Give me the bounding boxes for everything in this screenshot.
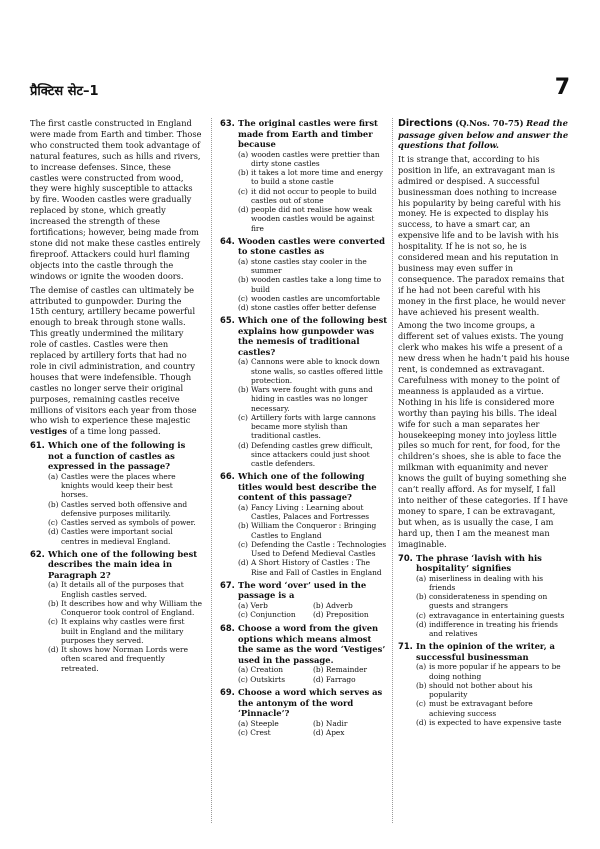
option-letter: (a): [238, 718, 249, 728]
option[interactable]: [238, 168, 388, 187]
option-letter: (a): [238, 357, 249, 367]
column-middle: [220, 118, 388, 819]
question-text: The phrase ‘lavish with his hospitality’ signifies: [416, 552, 542, 573]
option-letter: (d): [313, 610, 324, 620]
question-number: 68.: [220, 623, 235, 633]
option-letter: (c): [238, 728, 248, 738]
option[interactable]: [238, 558, 388, 577]
option-text: wooden castles were prettier than dirty stone castles: [251, 149, 380, 168]
question-text: Choose a word from the given options which means almost the same as the word ‘Vestiges’ used in the passage.: [238, 623, 386, 665]
question-63: [220, 118, 388, 233]
option[interactable]: [238, 610, 313, 620]
option-letter: (c): [238, 412, 248, 422]
question-65: [220, 315, 388, 468]
question-number: 63.: [220, 118, 235, 128]
column-left: [30, 118, 202, 819]
option[interactable]: [238, 601, 313, 611]
question-number: 66.: [220, 471, 235, 482]
option-letter: (b): [238, 168, 249, 177]
option-letter: (d): [48, 527, 59, 537]
question-text: The word ‘over’ used in the passage is a: [238, 579, 367, 601]
option[interactable]: [238, 187, 388, 206]
option[interactable]: [238, 540, 388, 559]
option[interactable]: [238, 357, 388, 385]
option-letter: (a): [238, 149, 249, 159]
option-text: A Short History of Castles : The Rise and Fall of Castles in England: [251, 558, 382, 577]
question-text: Which one of the following is not a function of castles as expressed in the passage?: [48, 440, 186, 472]
option[interactable]: [238, 719, 313, 729]
question-62: [30, 549, 202, 673]
question-number: 65.: [220, 315, 235, 326]
option-letter: (a): [238, 665, 249, 674]
question-number: 67.: [220, 579, 235, 590]
column-divider: [392, 118, 393, 823]
option-text: Crest: [250, 728, 271, 738]
option-letter: (a): [48, 580, 59, 590]
highlighted-word: vestiges: [30, 426, 68, 437]
passage-paragraph-1: It is strange that, according to his position in life, an extravagant man is admired or despised. A successful businessman does nothing to increase his popularity by being careful with his money. He is expected to display his success, to have a smart car, an expensive life and to be lavish with his hospitality. If he is not so, he is considered mean and his reputation in business may even suffer in consequence. The paradox remains that if he had not been careful with his money in the first place, he would never have achieved his present wealth.: [398, 153, 566, 317]
question-61: [30, 440, 202, 546]
passage-paragraph-2: Among the two income groups, a different set of values exists. The young clerk who makes his wife a present of a new dress when he hadn’t paid his house rent, is condemned as extravagant. Carefulness with money to the point of meanness is applauded as a virtue. Nothing in his life is considered more worthy than paying his bills. The ideal wife for such a man separates her housekeeping money into joyless little piles so much for rent, for food, for the children’s shoes, she is able to face the milkman with equanimity and never knows the guilt of buying something she can’t really afford. As for myself, I fall into neither of these categories. If I have money to spare, I can be extravagant, but when, as is usually the case, I am hard up, then I am the meanest man imaginable.: [398, 320, 570, 549]
option-letter: (b): [313, 665, 324, 674]
option-letter: (a): [416, 573, 427, 583]
option-letter: (d): [238, 440, 249, 450]
option[interactable]: [238, 503, 388, 522]
option-letter: (a): [238, 502, 249, 512]
option[interactable]: [416, 611, 570, 620]
option-letter: (b): [416, 592, 427, 601]
option-letter: (d): [238, 558, 249, 568]
question-text: Choose a word which serves as the antonym of the word ‘Pinnacle’?: [238, 687, 383, 719]
option-letter: (a): [416, 662, 427, 672]
option[interactable]: [48, 518, 202, 527]
option[interactable]: [48, 527, 202, 546]
option-text: Farrago: [325, 674, 356, 684]
option[interactable]: [238, 257, 388, 276]
option[interactable]: [416, 574, 570, 593]
question-68: [220, 623, 388, 684]
option-text: Castles were the places where knights would keep their best horses.: [61, 471, 176, 500]
option-letter: (d): [416, 717, 427, 727]
passage-paragraph-1: The first castle constructed in England were made from Earth and timber. Those who constructed them took advantage of natural features, such as hills and rivers, to increase defenses. Since, these castles were constructed from wood, they were highly susceptible to attacks by fire. Wooden castles were gradually replaced by stone, which greatly increased the strength of these fortifications; however, being made from stone did not make these castles entirely fireproof. Attackers could hurl flaming objects into the castle through the windows or ignite the wooden doors.: [30, 118, 202, 281]
option-letter: (c): [238, 539, 248, 549]
option-text: indifference in treating his friends and relatives: [429, 619, 558, 638]
option[interactable]: [238, 665, 313, 675]
option[interactable]: [238, 294, 388, 303]
option-letter: (c): [416, 610, 426, 620]
option-text: Fancy Living : Learning about Castles, Palaces and Fortresses: [251, 502, 370, 521]
passage-text: The demise of castles can ultimately be attributed to gunpowder. During the 15th century, artillery became powerful enough to break through stone walls. This greatly undermined the military role of castles. Castles were then replaced by artillery forts that had no role in civil administration, and country houses that were indefensible. Though castles no longer serve their original purposes, remaining castles receive millions of visitors each year from those who wish to experience these majestic: [30, 284, 197, 426]
option[interactable]: [313, 728, 388, 738]
option-letter: (d): [48, 645, 59, 655]
question-70: [398, 553, 570, 639]
option[interactable]: [416, 718, 570, 727]
option[interactable]: [416, 699, 570, 718]
option-text: wooden castles are uncomfortable: [251, 293, 380, 303]
practice-set-title: प्रैक्टिस सेट–1: [30, 84, 99, 99]
option-text: Cannons were able to knock down stone walls, so castles offered little protection.: [251, 357, 383, 385]
question-text: Which one of the following best describes the main idea in Paragraph 2?: [48, 548, 198, 580]
passage-paragraph-2: [30, 285, 202, 438]
option[interactable]: [238, 413, 388, 441]
option-letter: (b): [238, 521, 249, 531]
question-text: In the opinion of the writer, a successful businessman: [416, 641, 555, 662]
option-text: Castles served as symbols of power.: [61, 518, 196, 528]
passage-text: of a time long passed.: [67, 426, 161, 437]
option-text: Apex: [325, 728, 345, 738]
option[interactable]: [238, 385, 388, 413]
option-letter: (b): [48, 499, 59, 509]
option-text: people did not realise how weak wooden castles would be against fire: [251, 205, 375, 233]
option-text: is expected to have expensive taste: [429, 717, 562, 727]
option[interactable]: [238, 303, 388, 312]
option[interactable]: [238, 275, 388, 294]
question-69: [220, 687, 388, 738]
option-text: Creation: [250, 665, 284, 674]
option[interactable]: [48, 500, 202, 519]
option-text: Artillery forts with large cannons became more stylish than traditional castles.: [251, 412, 376, 441]
option-text: Castles served both offensive and defensive purposes militarily.: [61, 499, 188, 518]
option-text: Wars were fought with guns and hiding in castles was no longer necessary.: [251, 385, 373, 413]
question-66: [220, 471, 388, 577]
option[interactable]: [48, 472, 202, 500]
option-text: stone castles stay cooler in the summer: [251, 256, 367, 275]
option-letter: (c): [238, 610, 248, 620]
option-letter: (c): [416, 699, 426, 709]
directions-question-range: (Q.Nos. 70-75): [455, 118, 524, 128]
option-text: William the Conqueror : Bringing Castles to England: [251, 521, 377, 540]
option-letter: (b): [416, 680, 427, 690]
question-71: [398, 641, 570, 727]
question-text: The original castles were first made from Earth and timber because: [238, 118, 378, 149]
option-text: Adverb: [325, 600, 353, 610]
option-letter: (c): [48, 617, 58, 627]
option[interactable]: [238, 150, 388, 169]
option-letter: (c): [238, 674, 248, 684]
directions: [398, 118, 570, 151]
option-letter: (a): [48, 471, 59, 481]
option-letter: (a): [238, 600, 249, 610]
option-text: it did not occur to people to build castles out of stone: [251, 186, 377, 205]
option-letter: (a): [238, 256, 249, 266]
option-text: should not bother about his popularity: [429, 680, 533, 699]
option[interactable]: [416, 620, 570, 639]
option-text: Conjunction: [250, 610, 296, 620]
option-letter: (d): [313, 674, 324, 684]
column-divider: [211, 118, 212, 823]
question-number: 61.: [30, 440, 45, 451]
question-64: [220, 236, 388, 313]
question-text: Wooden castles were converted to stone castles as: [238, 235, 385, 257]
option-letter: (d): [313, 728, 324, 738]
option[interactable]: [416, 681, 570, 700]
option[interactable]: [48, 580, 202, 599]
column-right: [398, 118, 570, 819]
question-number: 64.: [220, 235, 235, 246]
option-letter: (c): [238, 293, 248, 303]
option-text: Defending castles grew difficult, since attackers could just shoot castle defenders.: [251, 440, 373, 468]
question-number: 70.: [398, 552, 413, 563]
option[interactable]: [238, 441, 388, 469]
option[interactable]: [238, 521, 388, 540]
question-67: [220, 580, 388, 620]
option[interactable]: [313, 610, 388, 620]
option[interactable]: [416, 592, 570, 611]
option-text: It describes how and why William the Conqueror took control of England.: [61, 598, 202, 618]
option[interactable]: [313, 601, 388, 611]
question-text: Which one of the following titles would best describe the content of this passage?: [238, 471, 377, 503]
option-text: Steeple: [250, 718, 279, 728]
option-letter: (b): [238, 385, 249, 394]
directions-heading: Directions: [398, 118, 453, 129]
question-number: 69.: [220, 687, 235, 698]
option-text: Nadir: [325, 718, 348, 728]
option-text: Outskirts: [250, 674, 285, 684]
option-letter: (d): [238, 303, 249, 312]
option-text: Preposition: [325, 610, 369, 620]
option-letter: (c): [48, 518, 58, 528]
option-letter: (c): [238, 186, 248, 196]
question-number: 62.: [30, 548, 45, 559]
option-text: Defending the Castle : Technologies Used to Defend Medieval Castles: [251, 539, 387, 558]
option-text: It details all of the purposes that English castles served.: [61, 580, 184, 599]
option-text: miserliness in dealing with his friends: [429, 573, 544, 592]
option-letter: (b): [313, 718, 324, 728]
option-letter: (d): [238, 205, 249, 214]
option[interactable]: [238, 728, 313, 738]
question-number: 71.: [398, 641, 413, 652]
option[interactable]: [313, 675, 388, 685]
option[interactable]: [238, 205, 388, 233]
option[interactable]: [313, 719, 388, 729]
option-text: considerateness in spending on guests and strangers: [429, 592, 548, 611]
option-text: It shows how Norman Lords were often scared and frequently retreated.: [61, 645, 188, 673]
option-letter: (b): [48, 598, 59, 608]
question-text: Which one of the following best explains how gunpowder was the nemesis of traditional castles?: [238, 315, 388, 357]
option-text: must be extravagant before achieving success: [429, 699, 533, 718]
option[interactable]: [416, 662, 570, 681]
option-text: Verb: [250, 600, 268, 610]
option-letter: (b): [238, 275, 249, 285]
option-text: wooden castles take a long time to build: [251, 275, 382, 294]
option-text: it takes a lot more time and energy to build a stone castle: [251, 168, 383, 187]
directions-instruction: Read the passage given below and answer the questions that follow.: [398, 118, 569, 151]
option[interactable]: [48, 599, 202, 618]
option[interactable]: [238, 675, 313, 685]
option-text: It explains why castles were first built in England and the military purposes they served.: [61, 617, 185, 645]
option[interactable]: [313, 665, 388, 675]
page-number: 7: [554, 75, 570, 100]
option-text: Castles were important social centres in medieval England.: [61, 527, 173, 546]
option-letter: (d): [416, 619, 427, 629]
option-text: stone castles offer better defense: [251, 303, 377, 312]
option-text: extravagance in entertaining guests: [429, 610, 565, 620]
option-text: is more popular if he appears to be doing nothing: [429, 662, 561, 681]
option-letter: (b): [313, 600, 324, 610]
option[interactable]: [48, 645, 202, 673]
option-text: Remainder: [325, 665, 367, 674]
page-header: [30, 75, 570, 105]
option[interactable]: [48, 617, 202, 645]
